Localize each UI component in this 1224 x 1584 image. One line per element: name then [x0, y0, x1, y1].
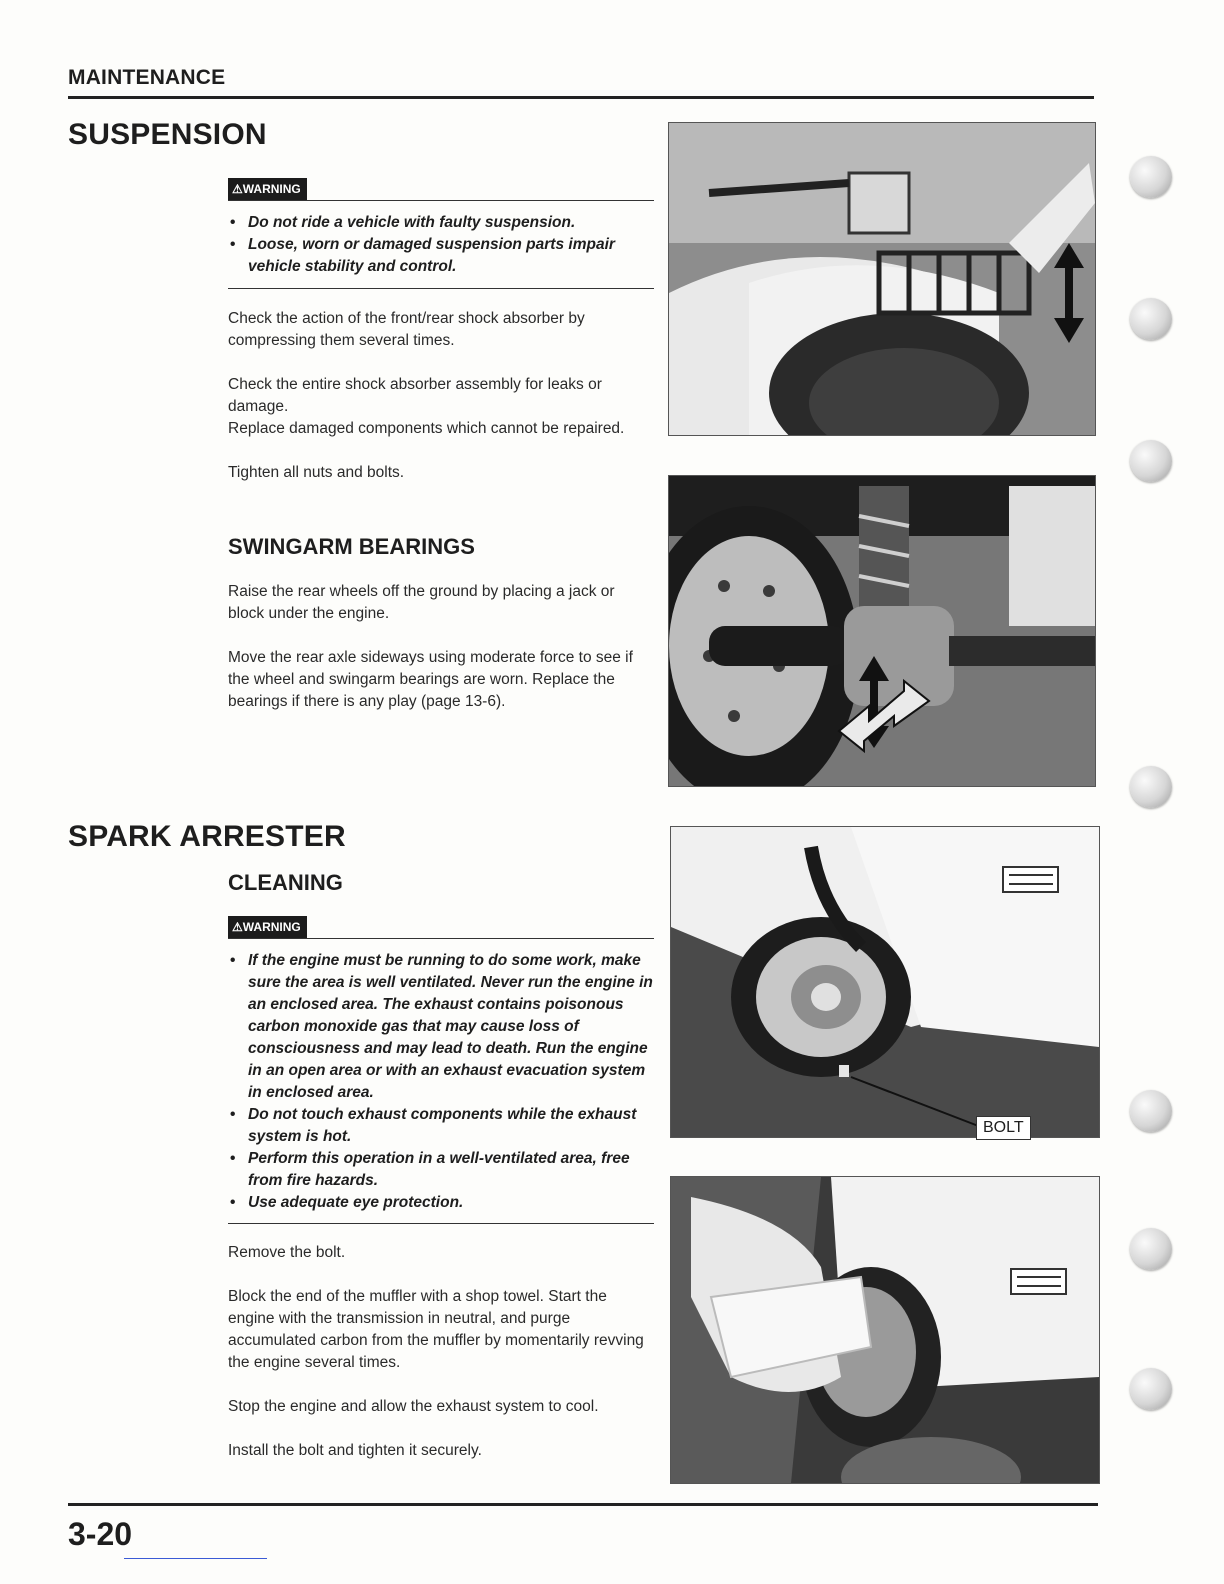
- paragraph: Install the bolt and tighten it securely.: [228, 1442, 482, 1459]
- spark-arrester-title: SPARK ARRESTER: [68, 820, 346, 853]
- page-number: 3-20: [68, 1516, 133, 1552]
- cleaning-subtitle: CLEANING: [228, 870, 343, 895]
- bolt-callout: BOLT: [976, 1116, 1031, 1140]
- swingarm-title: SWINGARM BEARINGS: [228, 534, 475, 559]
- spark-warning-list: [228, 950, 654, 1214]
- suspension-warning-header: [228, 178, 654, 201]
- binder-tab: [1130, 1368, 1172, 1410]
- binder-tab: [1130, 440, 1172, 482]
- figure-muffler-bolt: [670, 826, 1100, 1138]
- binder-tab: [1130, 298, 1172, 340]
- warning-triangle-icon: ⚠: [232, 920, 243, 934]
- figure-front-suspension: [668, 122, 1096, 436]
- figure-swingarm-bearings: [668, 475, 1096, 787]
- paragraph: Replace damaged components which cannot be repaired.: [228, 420, 625, 437]
- warning-item: • Do not ride a vehicle with faulty suspension.: [228, 212, 654, 234]
- binder-tab: [1130, 1228, 1172, 1270]
- warning-label: WARNING: [242, 920, 301, 934]
- paragraph: Raise the rear wheels off the ground by placing a jack or block under the engine.: [228, 583, 615, 622]
- warning-triangle-icon: ⚠: [232, 182, 243, 196]
- binder-tab: [1130, 156, 1172, 198]
- paragraph: Block the end of the muffler with a shop towel. Start the engine with the transmission in neutral, and purge accumulated carbon from the muffler by momentarily revving the engine several times.: [228, 1288, 644, 1371]
- warning-item: • Perform this operation in a well-ventilated area, free from fire hazards.: [228, 1148, 654, 1192]
- warning-label: WARNING: [242, 182, 301, 196]
- binder-tab: [1130, 1090, 1172, 1132]
- warning-end-rule: [228, 1223, 654, 1224]
- binder-tab: [1130, 766, 1172, 808]
- warning-badge: [228, 916, 307, 938]
- spark-text: [228, 1242, 654, 1462]
- figure-muffler-towel: [670, 1176, 1100, 1484]
- spark-warning-header: [228, 916, 654, 939]
- paragraph: Check the action of the front/rear shock absorber by compressing them several times.: [228, 310, 585, 349]
- warning-end-rule: [228, 288, 654, 289]
- paragraph: Tighten all nuts and bolts.: [228, 464, 405, 481]
- page-link-underline[interactable]: [124, 1558, 267, 1559]
- paragraph: Stop the engine and allow the exhaust system to cool.: [228, 1398, 599, 1415]
- warning-item: • Do not touch exhaust components while the exhaust system is hot.: [228, 1104, 654, 1148]
- section-label: MAINTENANCE: [68, 66, 226, 89]
- swingarm-text: [228, 581, 654, 713]
- warning-badge: [228, 178, 307, 200]
- warning-item: • If the engine must be running to do some work, make sure the area is well ventilated. Never run the engine in an enclosed area. The exhaust contains poisonous carbon monoxide gas that may cause loss of consciousness and may lead to death. Run the engine in an open area or with an exhaust evacuation system in enclosed area.: [228, 950, 654, 1104]
- paragraph: Move the rear axle sideways using moderate force to see if the wheel and swingarm bearings are worn. Replace the bearings if there is any play (page 13-6).: [228, 649, 633, 710]
- warning-item: • Use adequate eye protection.: [228, 1192, 654, 1214]
- suspension-warning-list: [228, 212, 654, 278]
- footer-rule: [68, 1503, 1098, 1506]
- warning-item: • Loose, worn or damaged suspension parts impair vehicle stability and control.: [228, 234, 654, 278]
- header-rule: [68, 96, 1094, 99]
- suspension-text: [228, 308, 654, 484]
- paragraph: Check the entire shock absorber assembly for leaks or damage.: [228, 376, 602, 415]
- suspension-title: SUSPENSION: [68, 118, 267, 151]
- paragraph: Remove the bolt.: [228, 1244, 346, 1261]
